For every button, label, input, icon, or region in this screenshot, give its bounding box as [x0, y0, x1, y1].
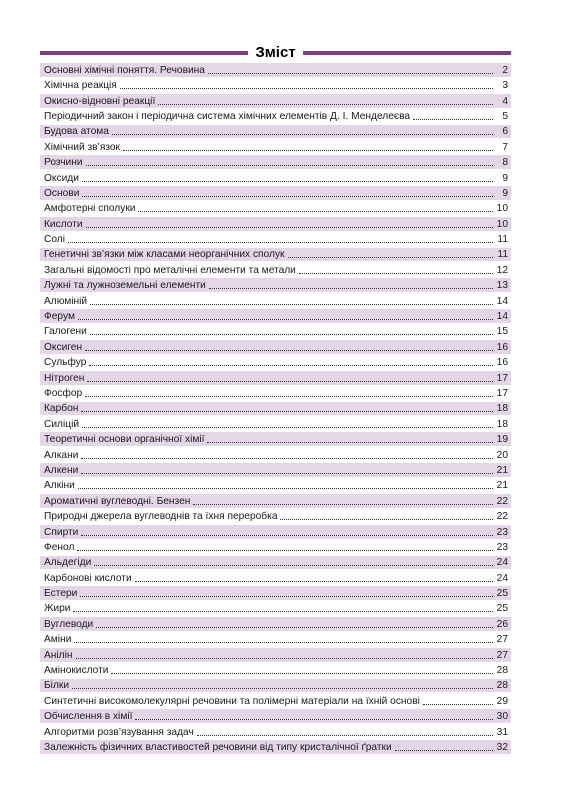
toc-entry-page: 28	[496, 665, 508, 677]
dot-leader	[135, 719, 493, 720]
dot-leader	[158, 104, 493, 105]
toc-entry[interactable]	[40, 371, 511, 385]
toc-entry-page: 24	[496, 557, 508, 569]
toc-entry-label: Амфотерні сполуки	[44, 203, 136, 215]
toc-entry-page: 25	[496, 603, 508, 615]
toc-entry[interactable]	[40, 632, 511, 646]
toc-entry-page: 18	[496, 418, 508, 430]
toc-entry[interactable]	[40, 278, 511, 292]
toc-entry-label: Вуглеводи	[44, 618, 94, 630]
toc-entry-page: 29	[496, 695, 508, 707]
toc-entry[interactable]	[40, 109, 511, 123]
toc-entry-label: Теоретичні основи органічної хімії	[44, 434, 205, 446]
toc-entry[interactable]	[40, 725, 511, 739]
toc-entry-page: 8	[502, 157, 508, 169]
toc-entry[interactable]	[40, 402, 511, 416]
toc-entry-label: Фосфор	[44, 388, 83, 399]
toc-entry-label: Алгоритми розв’язування задач	[44, 726, 194, 738]
toc-entry-page: 10	[496, 203, 508, 215]
toc-entry-page: 25	[496, 588, 508, 600]
toc-entry[interactable]	[40, 432, 511, 446]
toc-entry-page: 6	[502, 126, 508, 138]
toc-entry[interactable]	[40, 263, 511, 277]
toc-entry[interactable]	[40, 125, 511, 139]
dot-leader	[395, 750, 493, 751]
dot-leader	[112, 134, 493, 135]
toc-entry-label: Генетичні зв’язки між класами неорганічних сполук	[44, 249, 285, 261]
toc-entry-label: Алкени	[44, 464, 79, 476]
dot-leader	[78, 488, 493, 489]
toc-entry-label: Анілін	[44, 649, 73, 661]
page-title: Зміст	[248, 44, 302, 61]
toc-entry-label: Нітроген	[44, 372, 85, 384]
toc-entry[interactable]	[40, 648, 511, 662]
dot-leader	[82, 181, 493, 182]
toc-entry[interactable]	[40, 355, 511, 369]
dot-leader	[81, 473, 493, 474]
toc-entry-page: 3	[502, 80, 508, 92]
toc-entry[interactable]	[40, 556, 511, 570]
toc-entry-label: Жири	[44, 603, 71, 615]
toc-entry-label: Обчислення в хімії	[44, 711, 133, 723]
dot-leader	[280, 519, 493, 520]
toc-entry[interactable]	[40, 140, 511, 154]
dot-leader	[81, 535, 493, 536]
toc-entry-label: Солі	[44, 234, 66, 246]
toc-entry[interactable]	[40, 232, 511, 246]
toc-entry-label: Основи	[44, 187, 80, 199]
toc-entry[interactable]	[40, 617, 511, 631]
toc-entry[interactable]	[40, 479, 511, 493]
toc-entry[interactable]	[40, 679, 511, 693]
toc-entry-label: Ферум	[44, 311, 75, 323]
dot-leader	[120, 88, 493, 89]
toc-entry-label: Періодичний закон і періодична система хімічних елементів Д. І. Менделеєва	[44, 110, 411, 122]
toc-entry[interactable]	[40, 386, 511, 400]
dot-leader	[90, 334, 493, 335]
dot-leader	[209, 288, 493, 289]
toc-entry-page: 14	[496, 295, 508, 307]
toc-entry-label: Алюміній	[44, 295, 88, 307]
toc-entry-page: 20	[496, 449, 508, 461]
toc-entry[interactable]	[40, 294, 511, 308]
dot-leader	[90, 304, 493, 305]
toc-entry-label: Будова атома	[44, 126, 109, 138]
toc-entry[interactable]	[40, 202, 511, 216]
toc-entry-label: Альдегіди	[44, 557, 92, 569]
toc-entry[interactable]	[40, 325, 511, 339]
toc-entry-label: Розчини	[44, 157, 83, 169]
toc-entry-page: 32	[496, 741, 508, 753]
toc-entry[interactable]	[40, 586, 511, 600]
toc-entry-page: 28	[496, 680, 508, 692]
dot-leader	[111, 673, 493, 674]
toc-entry-page: 16	[496, 357, 508, 369]
toc-entry[interactable]	[40, 663, 511, 677]
toc-entry[interactable]	[40, 248, 511, 262]
dot-leader	[207, 442, 493, 443]
toc-entry-page: 15	[496, 326, 508, 338]
toc-entry-page: 10	[496, 218, 508, 230]
dot-leader	[423, 704, 493, 705]
toc-entry-page: 22	[496, 495, 508, 507]
dot-leader	[299, 273, 493, 274]
toc-entry-page: 17	[496, 372, 508, 384]
dot-leader	[76, 658, 493, 659]
toc-entry-page: 11	[497, 249, 508, 261]
toc-entry-page: 19	[496, 434, 508, 446]
toc-entry-page: 23	[496, 526, 508, 538]
dot-leader	[135, 581, 493, 582]
dot-leader	[80, 596, 493, 597]
dot-leader	[85, 396, 493, 397]
toc-entry[interactable]	[40, 540, 511, 554]
dot-leader	[413, 119, 493, 120]
toc-entry[interactable]	[40, 78, 511, 92]
dot-leader	[82, 196, 493, 197]
toc-entry-page: 4	[502, 95, 508, 107]
toc-entry-page: 14	[496, 311, 508, 323]
toc-entry-label: Природні джерела вуглеводнів та їхня переробка	[44, 511, 278, 523]
toc-entry-label: Залежність фізичних властивостей речовини від типу кристалічної ґратки	[44, 741, 392, 753]
dot-leader	[94, 565, 493, 566]
toc-entry-page: 12	[496, 264, 508, 276]
toc-entry-label: Окисно-відновні реакції	[44, 95, 156, 107]
toc-entry[interactable]	[40, 340, 511, 354]
dot-leader	[74, 642, 493, 643]
toc-entry[interactable]	[40, 448, 511, 462]
toc-entry-page: 31	[496, 726, 508, 738]
dot-leader	[86, 165, 493, 166]
toc-header	[40, 44, 511, 61]
toc-entry[interactable]	[40, 309, 511, 323]
dot-leader	[68, 242, 493, 243]
dot-leader	[193, 504, 493, 505]
dot-leader	[197, 735, 493, 736]
toc-entry-page: 2	[502, 64, 508, 76]
toc-entry-label: Синтетичні високомолекулярні речовини та полімерні матеріали на їхній основі	[44, 695, 420, 707]
dot-leader	[78, 319, 493, 320]
dot-leader	[81, 411, 493, 412]
toc-entry[interactable]	[40, 463, 511, 477]
toc-entry-label: Сульфур	[44, 357, 87, 369]
toc-entry-label: Хімічна реакція	[44, 80, 117, 92]
toc-entry-page: 9	[502, 172, 508, 184]
toc-entry-label: Спирти	[44, 526, 79, 538]
dot-leader	[81, 458, 493, 459]
toc-entry-label: Карбон	[44, 403, 79, 415]
toc-entry-label: Лужні та лужноземельні елементи	[44, 280, 206, 292]
dot-leader	[72, 688, 493, 689]
toc-entry-page: 21	[496, 464, 508, 476]
dot-leader	[288, 257, 494, 258]
toc-entry-label: Амінокислоти	[44, 665, 109, 677]
dot-leader	[123, 150, 493, 151]
toc-entry-page: 11	[497, 234, 508, 246]
toc-entry-page: 7	[502, 141, 508, 153]
toc-entry-label: Алкіни	[44, 480, 75, 492]
dot-leader	[208, 73, 493, 74]
toc-entry[interactable]	[40, 63, 511, 77]
toc-entry-page: 17	[496, 388, 508, 399]
toc-entry[interactable]	[40, 571, 511, 585]
toc-entry-label: Оксиди	[44, 172, 79, 184]
toc-entry[interactable]	[40, 94, 511, 108]
toc-entry-label: Галогени	[44, 326, 87, 338]
toc-entry[interactable]	[40, 525, 511, 539]
toc-entry-label: Карбонові кислоти	[44, 572, 132, 584]
toc-entry[interactable]	[40, 740, 511, 754]
toc-entry[interactable]	[40, 509, 511, 523]
toc-entry-page: 23	[496, 541, 508, 553]
dot-leader	[73, 611, 493, 612]
toc-entry[interactable]	[40, 155, 511, 169]
toc-entry-label: Фенол	[44, 541, 75, 553]
toc-entry-label: Силіцій	[44, 418, 80, 430]
toc-entry[interactable]	[40, 417, 511, 431]
toc-entry-label: Загальні відомості про металічні елементи та метали	[44, 264, 296, 276]
toc-entry-label: Алкани	[44, 449, 79, 461]
toc-entry-label: Аміни	[44, 634, 72, 646]
toc-entry-page: 21	[496, 480, 508, 492]
toc-entry[interactable]	[40, 186, 511, 200]
dot-leader	[96, 627, 493, 628]
toc-entry[interactable]	[40, 602, 511, 616]
toc-entry-page: 18	[496, 403, 508, 415]
toc-entry-page: 27	[496, 649, 508, 661]
toc-entry-page: 24	[496, 572, 508, 584]
table-of-contents	[40, 44, 511, 756]
toc-entry-label: Естери	[44, 588, 78, 600]
toc-entry[interactable]	[40, 217, 511, 231]
toc-list	[40, 63, 511, 754]
toc-entry[interactable]	[40, 171, 511, 185]
toc-entry-label: Основні хімічні поняття. Речовина	[44, 64, 205, 76]
toc-entry-label: Оксиген	[44, 341, 83, 353]
dot-leader	[77, 550, 493, 551]
toc-entry-page: 5	[502, 110, 508, 122]
dot-leader	[82, 427, 493, 428]
dot-leader	[89, 365, 493, 366]
toc-entry-label: Білки	[44, 680, 70, 692]
toc-entry-label: Кислоти	[44, 218, 83, 230]
dot-leader	[138, 211, 493, 212]
dot-leader	[87, 381, 493, 382]
toc-entry-page: 16	[496, 341, 508, 353]
toc-entry-page: 9	[502, 187, 508, 199]
toc-entry-page: 13	[496, 280, 508, 292]
toc-entry-page: 27	[496, 634, 508, 646]
dot-leader	[85, 350, 493, 351]
toc-entry-page: 30	[496, 711, 508, 723]
toc-entry-page: 22	[496, 511, 508, 523]
toc-entry[interactable]	[40, 694, 511, 708]
toc-entry-page: 26	[496, 618, 508, 630]
toc-entry-label: Хімічний зв’язок	[44, 141, 121, 153]
dot-leader	[86, 227, 493, 228]
toc-entry[interactable]	[40, 709, 511, 723]
toc-entry-label: Ароматичні вуглеводні. Бензен	[44, 495, 191, 507]
toc-entry[interactable]	[40, 494, 511, 508]
